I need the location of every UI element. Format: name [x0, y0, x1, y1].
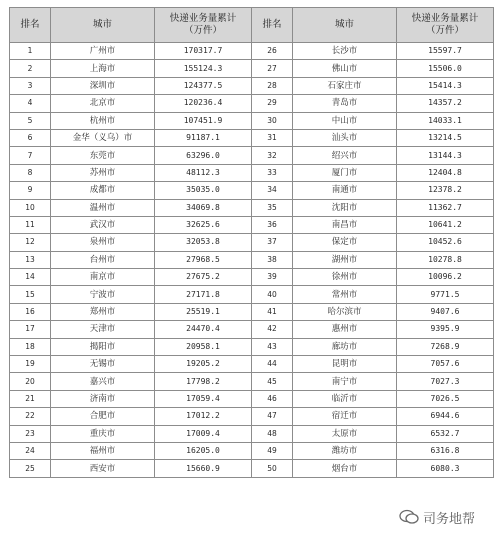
header-volume-left: [155, 8, 252, 43]
city-cell: 潍坊市: [293, 442, 397, 459]
city-cell: 深圳市: [51, 77, 155, 94]
volume-cell: 19205.2: [155, 356, 252, 373]
rank-cell: 27: [252, 60, 293, 77]
volume-cell: 13144.3: [397, 147, 494, 164]
rank-cell: 38: [252, 251, 293, 268]
volume-cell: 16205.0: [155, 442, 252, 459]
city-cell: 合肥市: [51, 408, 155, 425]
city-cell: 天津市: [51, 321, 155, 338]
rank-cell: 28: [252, 77, 293, 94]
volume-cell: 7057.6: [397, 356, 494, 373]
header-volume-right: [397, 8, 494, 43]
rank-cell: 17: [10, 321, 51, 338]
volume-cell: 17798.2: [155, 373, 252, 390]
city-cell: 杭州市: [51, 112, 155, 129]
city-cell: 南昌市: [293, 216, 397, 233]
city-cell: 西安市: [51, 460, 155, 477]
volume-cell: 24470.4: [155, 321, 252, 338]
table-row: [10, 43, 494, 60]
table-row: [10, 182, 494, 199]
rank-cell: 47: [252, 408, 293, 425]
header-volume-line1: 快递业务量累计: [411, 13, 479, 24]
city-cell: 台州市: [51, 251, 155, 268]
volume-cell: 20958.1: [155, 338, 252, 355]
city-cell: 郑州市: [51, 303, 155, 320]
city-cell: 保定市: [293, 234, 397, 251]
city-cell: 太原市: [293, 425, 397, 442]
volume-cell: 15597.7: [397, 43, 494, 60]
volume-cell: 27171.8: [155, 286, 252, 303]
volume-cell: 7027.3: [397, 373, 494, 390]
rank-cell: 18: [10, 338, 51, 355]
rank-cell: 21: [10, 390, 51, 407]
table-row: [10, 338, 494, 355]
volume-cell: 63296.0: [155, 147, 252, 164]
volume-cell: 17059.4: [155, 390, 252, 407]
city-cell: 南通市: [293, 182, 397, 199]
volume-cell: 170317.7: [155, 43, 252, 60]
rank-cell: 34: [252, 182, 293, 199]
express-volume-ranking-table: [9, 7, 494, 478]
city-cell: 石家庄市: [293, 77, 397, 94]
volume-cell: 7026.5: [397, 390, 494, 407]
volume-cell: 6532.7: [397, 425, 494, 442]
rank-cell: 4: [10, 95, 51, 112]
city-cell: 哈尔滨市: [293, 303, 397, 320]
city-cell: 临沂市: [293, 390, 397, 407]
header-rank-right: 排名: [252, 8, 293, 43]
city-cell: 嘉兴市: [51, 373, 155, 390]
city-cell: 广州市: [51, 43, 155, 60]
volume-cell: 9407.6: [397, 303, 494, 320]
rank-cell: 35: [252, 199, 293, 216]
volume-cell: 9395.9: [397, 321, 494, 338]
city-cell: 中山市: [293, 112, 397, 129]
volume-cell: 12404.8: [397, 164, 494, 181]
city-cell: 温州市: [51, 199, 155, 216]
volume-cell: 11362.7: [397, 199, 494, 216]
table-row: [10, 425, 494, 442]
city-cell: 宁波市: [51, 286, 155, 303]
table-row: [10, 373, 494, 390]
rank-cell: 40: [252, 286, 293, 303]
city-cell: 东莞市: [51, 147, 155, 164]
city-cell: 昆明市: [293, 356, 397, 373]
city-cell: 惠州市: [293, 321, 397, 338]
table-row: [10, 234, 494, 251]
volume-cell: 15414.3: [397, 77, 494, 94]
volume-cell: 6316.8: [397, 442, 494, 459]
watermark-text: 司务地帮: [422, 511, 475, 527]
volume-cell: 91187.1: [155, 129, 252, 146]
rank-cell: 31: [252, 129, 293, 146]
header-city-right: 城市: [293, 8, 397, 43]
table-row: [10, 286, 494, 303]
rank-cell: 49: [252, 442, 293, 459]
volume-cell: 48112.3: [155, 164, 252, 181]
table-row: [10, 408, 494, 425]
volume-cell: 35035.0: [155, 182, 252, 199]
volume-cell: 10452.6: [397, 234, 494, 251]
rank-cell: 44: [252, 356, 293, 373]
volume-cell: 13214.5: [397, 129, 494, 146]
city-cell: 汕头市: [293, 129, 397, 146]
volume-cell: 107451.9: [155, 112, 252, 129]
volume-cell: 32053.8: [155, 234, 252, 251]
city-cell: 宿迁市: [293, 408, 397, 425]
rank-cell: 46: [252, 390, 293, 407]
rank-cell: 30: [252, 112, 293, 129]
rank-cell: 24: [10, 442, 51, 459]
volume-cell: 14033.1: [397, 112, 494, 129]
rank-cell: 16: [10, 303, 51, 320]
rank-cell: 11: [10, 216, 51, 233]
city-cell: 南宁市: [293, 373, 397, 390]
table-header-row: [10, 8, 494, 43]
city-cell: 北京市: [51, 95, 155, 112]
header-volume-line2: （万件）: [425, 25, 464, 36]
header-volume-line1: 快递业务量累计: [169, 13, 237, 24]
rank-cell: 1: [10, 43, 51, 60]
table-row: [10, 95, 494, 112]
rank-cell: 45: [252, 373, 293, 390]
table-row: [10, 269, 494, 286]
rank-cell: 8: [10, 164, 51, 181]
table-row: [10, 303, 494, 320]
rank-cell: 7: [10, 147, 51, 164]
city-cell: 青岛市: [293, 95, 397, 112]
rank-cell: 29: [252, 95, 293, 112]
rank-cell: 50: [252, 460, 293, 477]
volume-cell: 25519.1: [155, 303, 252, 320]
table-row: [10, 251, 494, 268]
rank-cell: 42: [252, 321, 293, 338]
city-cell: 湖州市: [293, 251, 397, 268]
city-cell: 上海市: [51, 60, 155, 77]
rank-cell: 26: [252, 43, 293, 60]
volume-cell: 15660.9: [155, 460, 252, 477]
rank-cell: 22: [10, 408, 51, 425]
table-row: [10, 216, 494, 233]
city-cell: 常州市: [293, 286, 397, 303]
chat-bubble-icon: [399, 509, 419, 525]
city-cell: 徐州市: [293, 269, 397, 286]
volume-cell: 120236.4: [155, 95, 252, 112]
city-cell: 烟台市: [293, 460, 397, 477]
rank-cell: 20: [10, 373, 51, 390]
rank-cell: 39: [252, 269, 293, 286]
city-cell: 福州市: [51, 442, 155, 459]
table-row: [10, 199, 494, 216]
rank-cell: 37: [252, 234, 293, 251]
volume-cell: 32625.6: [155, 216, 252, 233]
table-row: [10, 147, 494, 164]
city-cell: 泉州市: [51, 234, 155, 251]
city-cell: 沈阳市: [293, 199, 397, 216]
volume-cell: 34069.8: [155, 199, 252, 216]
table-row: [10, 77, 494, 94]
volume-cell: 6944.6: [397, 408, 494, 425]
header-city-left: 城市: [51, 8, 155, 43]
city-cell: 南京市: [51, 269, 155, 286]
volume-cell: 9771.5: [397, 286, 494, 303]
city-cell: 重庆市: [51, 425, 155, 442]
city-cell: 武汉市: [51, 216, 155, 233]
city-cell: 揭阳市: [51, 338, 155, 355]
city-cell: 佛山市: [293, 60, 397, 77]
rank-cell: 5: [10, 112, 51, 129]
volume-cell: 15506.0: [397, 60, 494, 77]
table-row: [10, 129, 494, 146]
volume-cell: 155124.3: [155, 60, 252, 77]
volume-cell: 10278.8: [397, 251, 494, 268]
volume-cell: 17009.4: [155, 425, 252, 442]
city-cell: 厦门市: [293, 164, 397, 181]
city-cell: 长沙市: [293, 43, 397, 60]
rank-cell: 12: [10, 234, 51, 251]
city-cell: 济南市: [51, 390, 155, 407]
volume-cell: 124377.5: [155, 77, 252, 94]
table-row: [10, 460, 494, 477]
volume-cell: 17012.2: [155, 408, 252, 425]
table-row: [10, 112, 494, 129]
rank-cell: 43: [252, 338, 293, 355]
table-row: [10, 356, 494, 373]
city-cell: 苏州市: [51, 164, 155, 181]
volume-cell: 6080.3: [397, 460, 494, 477]
volume-cell: 10096.2: [397, 269, 494, 286]
table-row: [10, 442, 494, 459]
rank-cell: 33: [252, 164, 293, 181]
rank-cell: 3: [10, 77, 51, 94]
header-volume-line2: （万件）: [183, 25, 222, 36]
rank-cell: 2: [10, 60, 51, 77]
rank-cell: 19: [10, 356, 51, 373]
volume-cell: 14357.2: [397, 95, 494, 112]
volume-cell: 10641.2: [397, 216, 494, 233]
city-cell: 无锡市: [51, 356, 155, 373]
table-row: [10, 390, 494, 407]
city-cell: 廊坊市: [293, 338, 397, 355]
ranking-table-container: [9, 7, 493, 478]
volume-cell: 7268.9: [397, 338, 494, 355]
rank-cell: 48: [252, 425, 293, 442]
table-body: [10, 43, 494, 478]
rank-cell: 13: [10, 251, 51, 268]
rank-cell: 36: [252, 216, 293, 233]
volume-cell: 27968.5: [155, 251, 252, 268]
volume-cell: 27675.2: [155, 269, 252, 286]
rank-cell: 6: [10, 129, 51, 146]
table-row: [10, 321, 494, 338]
rank-cell: 25: [10, 460, 51, 477]
watermark: [396, 506, 478, 528]
rank-cell: 32: [252, 147, 293, 164]
city-cell: 成都市: [51, 182, 155, 199]
rank-cell: 14: [10, 269, 51, 286]
rank-cell: 15: [10, 286, 51, 303]
rank-cell: 9: [10, 182, 51, 199]
rank-cell: 23: [10, 425, 51, 442]
city-cell: 金华（义乌）市: [51, 129, 155, 146]
rank-cell: 10: [10, 199, 51, 216]
table-row: [10, 60, 494, 77]
city-cell: 绍兴市: [293, 147, 397, 164]
header-rank-left: 排名: [10, 8, 51, 43]
volume-cell: 12378.2: [397, 182, 494, 199]
table-row: [10, 164, 494, 181]
rank-cell: 41: [252, 303, 293, 320]
